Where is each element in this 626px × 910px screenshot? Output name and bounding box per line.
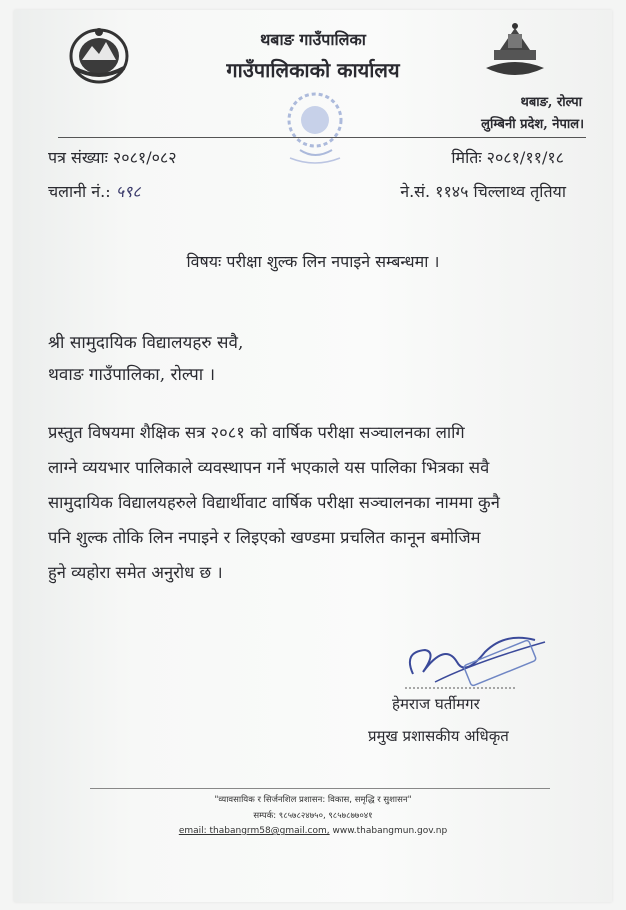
signatory-name: हेमराज घर्तीमगर: [392, 695, 480, 713]
dispatch-number: [48, 180, 141, 202]
municipality-logo: [480, 20, 550, 90]
office-title: गाउँपालिकाको कार्यालय: [226, 58, 400, 82]
footer-website-link[interactable]: www.thabangmun.gov.np: [329, 826, 448, 836]
reference-number: पत्र संख्याः २०८१/०८२: [48, 148, 177, 167]
signatory-title: प्रमुख प्रशासकीय अधिकृत: [368, 727, 509, 745]
letter-date: मितिः २०८१/११/१८: [451, 148, 564, 167]
address-line-2: लुम्बिनी प्रदेश, नेपाल।: [481, 117, 584, 132]
municipality-name: थबाङ गाउँपालिका: [260, 30, 366, 49]
signature-scribble: [395, 622, 555, 700]
body-line-4: पनि शुल्क तोकि लिन नपाइने र लिइएको खण्डमा प्रचलित कानून बमोजिम: [48, 528, 481, 547]
footer-links: [0, 826, 626, 836]
recipient-line-2: थवाङ गाउँपालिका, रोल्पा ।: [48, 365, 216, 385]
header-divider: [58, 137, 586, 138]
body-line-2: लाग्ने व्ययभार पालिकाले व्यवस्थापन गर्ने भएकाले यस पालिका भित्रका सवै: [48, 458, 490, 477]
address-line-1: थबाङ, रोल्पा: [520, 95, 582, 110]
body-line-3: सामुदायिक विद्यालयहरुले विद्यार्थीवाट वार्षिक परीक्षा सञ्चालनका नाममा कुनै: [48, 493, 500, 512]
footer-contact: सम्पर्क: ९८५७८२४७५०, ९८५७८७७०४१: [253, 811, 373, 821]
footer-divider: [90, 788, 550, 789]
nepal-sambat-date: ने.सं. ११४५ चिल्लाथ्व तृतिया: [400, 182, 566, 201]
dispatch-value: ५९८: [115, 182, 141, 201]
footer-motto: "व्यावसायिक र सिर्जनशिल प्रशासन: विकास, समृद्धि र सुशासन": [214, 795, 412, 805]
subject-line: विषयः परीक्षा शुल्क लिन नपाइने सम्बन्धमा ।: [186, 252, 440, 271]
body-line-5: हुने व्यहोरा समेत अनुरोध छ ।: [48, 563, 223, 582]
footer-email-link[interactable]: email: thabangrm58@gmail.com,: [178, 826, 330, 836]
office-seal-stamp: [270, 80, 360, 170]
dispatch-label: चलानी नं.:: [48, 182, 111, 201]
recipient-line-1: श्री सामुदायिक विद्यालयहरु सवै,: [48, 333, 244, 353]
body-line-1: प्रस्तुत विषयमा शैक्षिक सत्र २०८१ को वार्षिक परीक्षा सञ्चालनका लागि: [48, 423, 465, 442]
